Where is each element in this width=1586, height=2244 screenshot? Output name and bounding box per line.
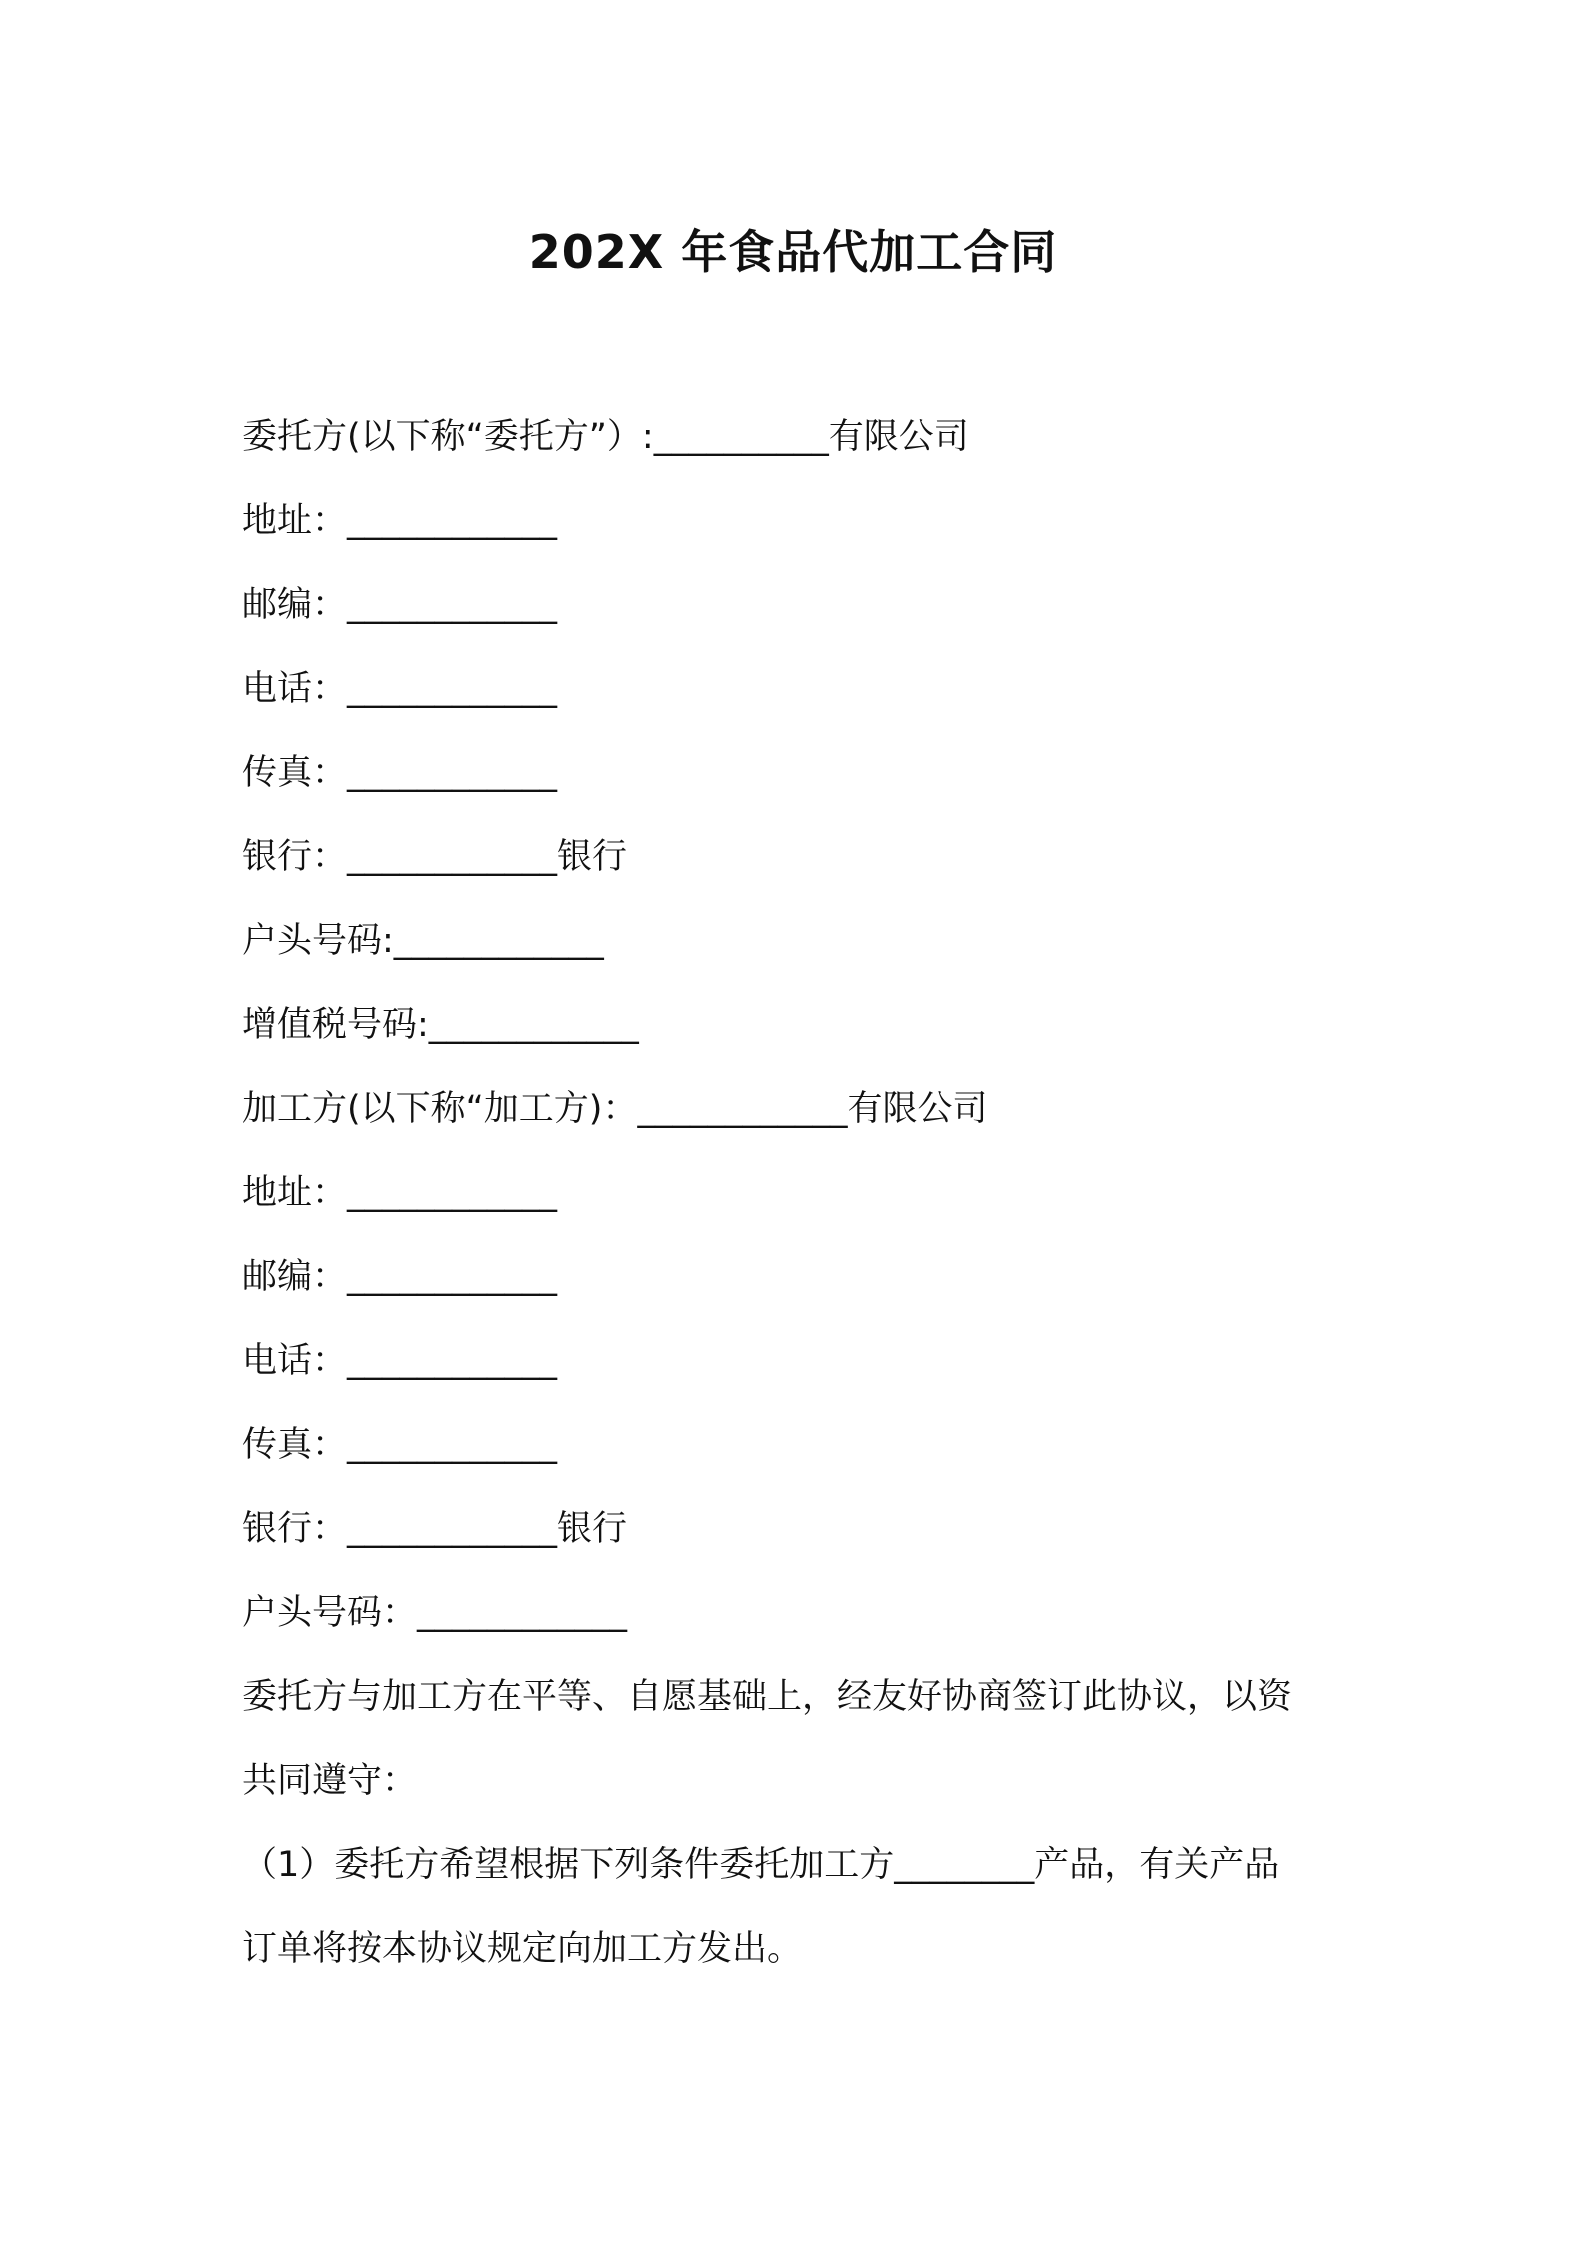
clause-1-paragraph	[242, 1823, 1362, 1991]
processor-address: 地址：____________	[242, 1173, 558, 1213]
preamble-paragraph	[242, 1655, 1362, 1823]
client-account: 户头号码:____________	[242, 921, 604, 961]
processor-postcode: 邮编：____________	[242, 1257, 558, 1297]
processor-bank: 银行：____________银行	[242, 1509, 628, 1549]
client-intro: 委托方(以下称“委托方”）:__________有限公司	[242, 417, 969, 457]
processor-account: 户头号码：____________	[242, 1593, 628, 1633]
clause-1-line-2: 订单将按本协议规定向加工方发出。	[242, 1929, 803, 1969]
client-fax: 传真：____________	[242, 753, 558, 793]
client-bank: 银行：____________银行	[242, 837, 628, 877]
preamble-line-1: 委托方与加工方在平等、自愿基础上，经友好协商签订此协议，以资	[242, 1677, 1293, 1717]
client-phone: 电话：____________	[242, 669, 558, 709]
document-title: 202X 年食品代加工合同	[528, 225, 1058, 279]
preamble-line-2: 共同遵守：	[242, 1761, 418, 1801]
client-vat: 增值税号码:____________	[242, 1005, 639, 1045]
processor-phone: 电话：____________	[242, 1341, 558, 1381]
client-postcode: 邮编：____________	[242, 585, 558, 625]
processor-intro: 加工方(以下称“加工方)：____________有限公司	[242, 1089, 988, 1129]
clause-1-line-1: （1）委托方希望根据下列条件委托加工方________产品，有关产品	[242, 1845, 1280, 1885]
client-address: 地址：____________	[242, 501, 558, 541]
processor-fax: 传真：____________	[242, 1425, 558, 1465]
